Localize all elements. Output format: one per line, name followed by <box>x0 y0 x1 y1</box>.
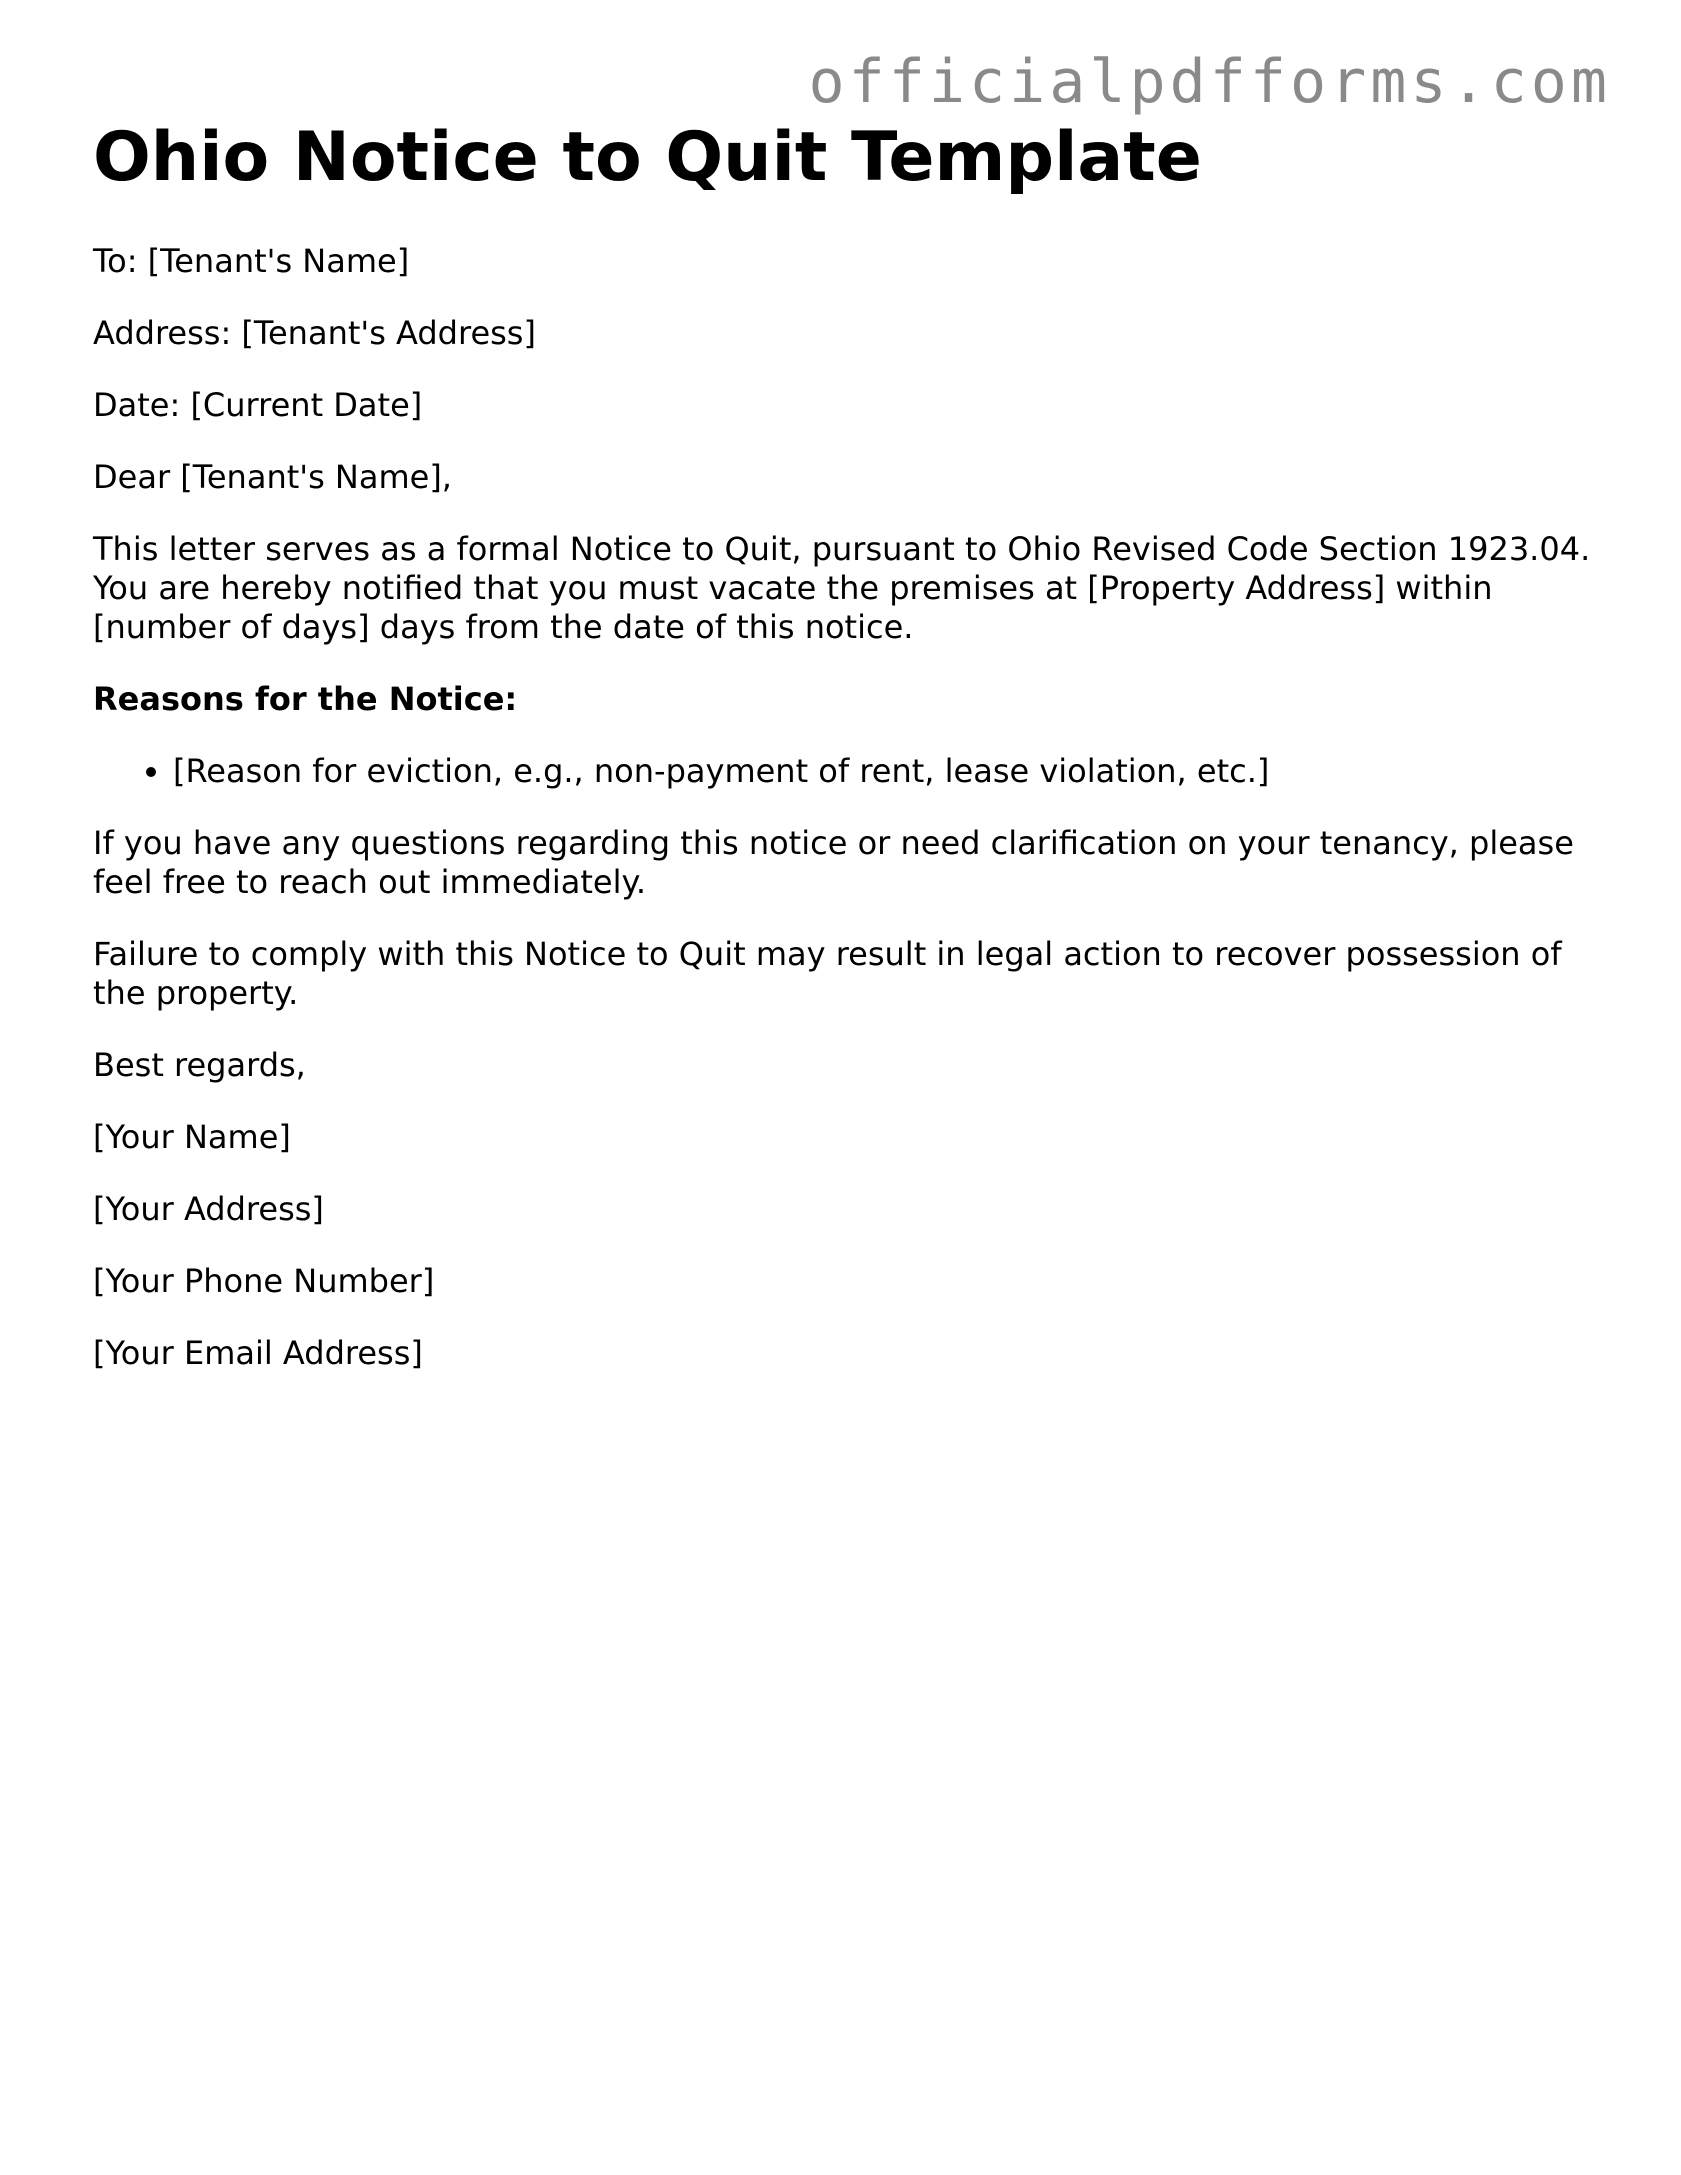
reasons-heading: Reasons for the Notice: <box>93 680 518 718</box>
failure-paragraph: Failure to comply with this Notice to Quit may result in legal action to recover possession of the property. <box>93 935 1562 1012</box>
salutation: Dear [Tenant's Name], <box>93 458 452 496</box>
document-title: Ohio Notice to Quit Template <box>93 118 1202 197</box>
signature-name: [Your Name] <box>93 1118 291 1156</box>
questions-paragraph: If you have any questions regarding this notice or need clarification on your tenancy, please feel free to reach out immediately. <box>93 824 1574 901</box>
signature-email: [Your Email Address] <box>93 1334 423 1372</box>
recipient-address-line: Address: [Tenant's Address] <box>93 314 536 352</box>
signature-phone: [Your Phone Number] <box>93 1262 435 1300</box>
watermark-text: officialpdfforms.com <box>808 47 1611 117</box>
date-line: Date: [Current Date] <box>93 386 423 424</box>
intro-paragraph: This letter serves as a formal Notice to Quit, pursuant to Ohio Revised Code Section 1923.04. You are hereby notified that you must vacate the premises at [Property Address] within [number of days] days from the date of this notice. <box>93 530 1591 646</box>
document-page <box>93 118 1593 1406</box>
reasons-list <box>93 752 1593 791</box>
reason-item: • [Reason for eviction, e.g., non-payment of rent, lease violation, etc.] <box>173 752 1593 791</box>
recipient-name-line: To: [Tenant's Name] <box>93 242 410 280</box>
closing: Best regards, <box>93 1046 306 1084</box>
signature-address: [Your Address] <box>93 1190 324 1228</box>
